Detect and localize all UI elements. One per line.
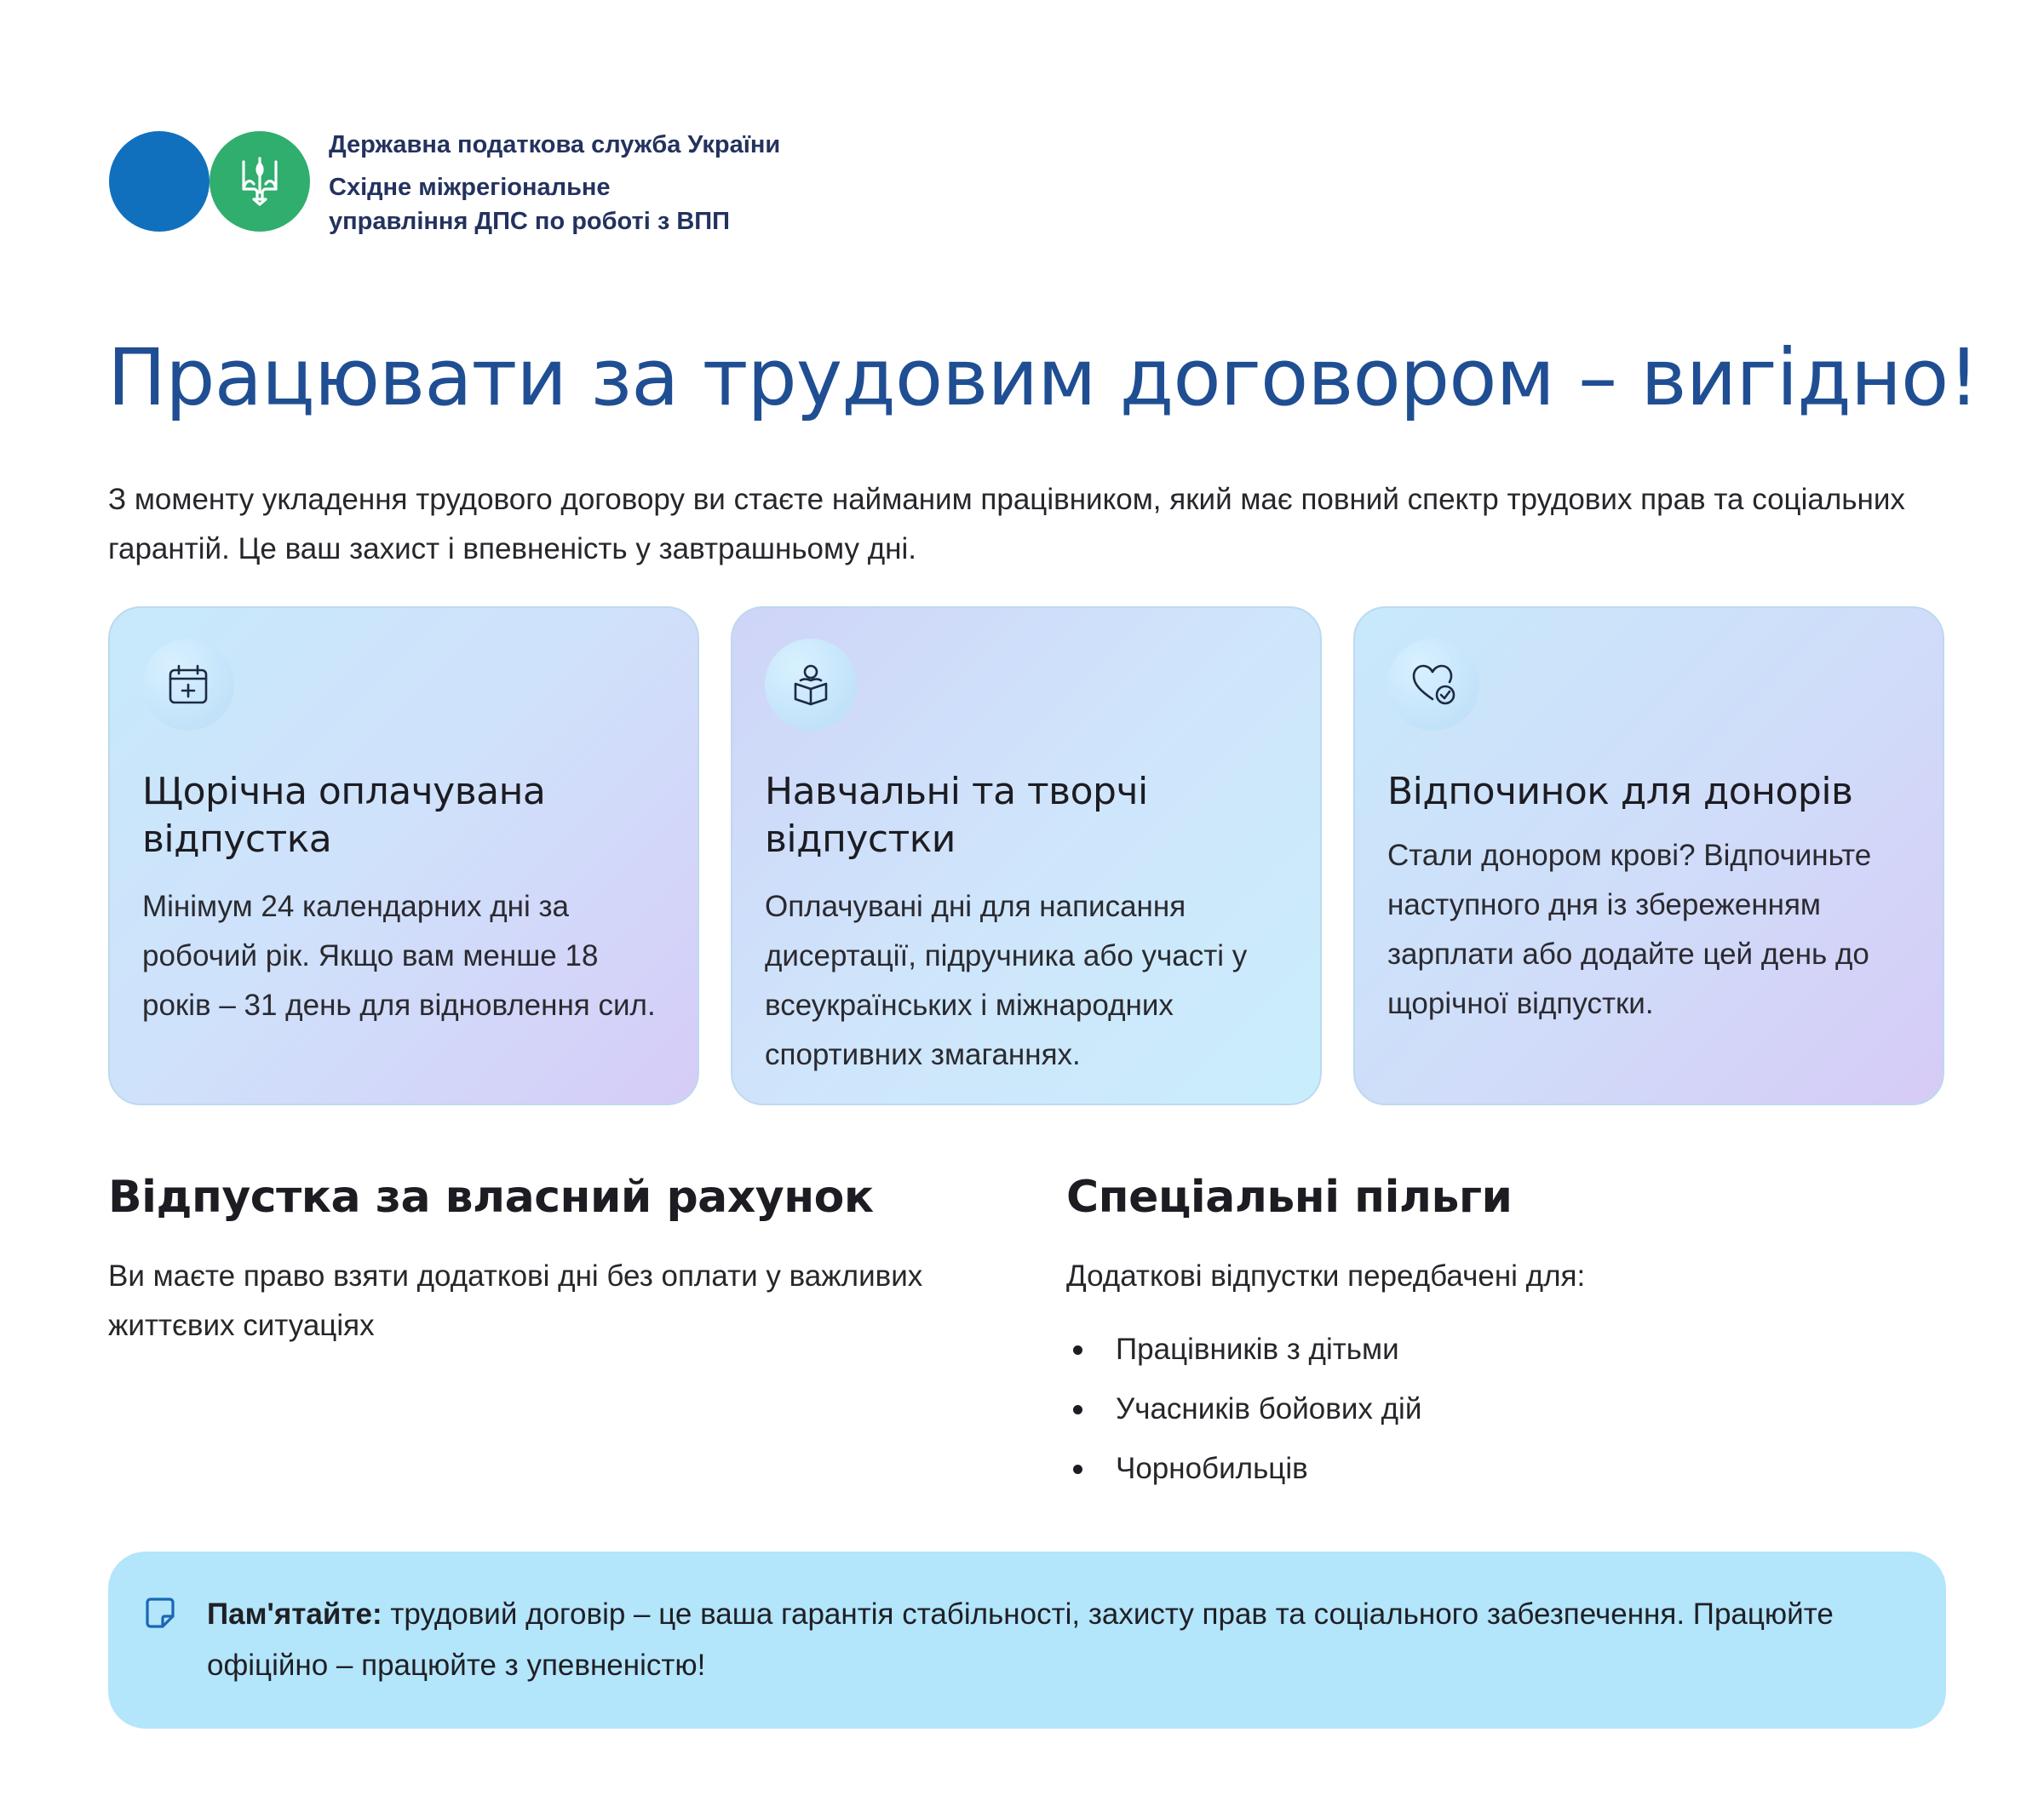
- card-text: Стали донором крові? Відпочиньте наступного дня із збереженням зарплати або додайте цей день до щорічної відпустки.: [1387, 839, 1872, 1020]
- section-text: Додаткові відпустки передбачені для:: [1066, 1259, 1586, 1293]
- section-special-benefits: [1066, 1168, 1969, 1499]
- section-title: Відпустка за власний рахунок: [108, 1172, 874, 1223]
- section-title: Спеціальні пільги: [1066, 1172, 1513, 1223]
- trident-icon: [240, 155, 279, 208]
- person-book-icon: [788, 662, 834, 708]
- card-donor-rest: [1353, 606, 1944, 1105]
- card-icon-wrap: [142, 639, 234, 731]
- card-study-leave: [731, 606, 1322, 1105]
- card-title: Відпочинок для донорів: [1387, 770, 1853, 813]
- card-title: Щорічна оплачувана відпустка: [142, 770, 546, 861]
- list-item: Працівників з дітьми: [1066, 1320, 1969, 1380]
- card-annual-leave: [108, 606, 699, 1105]
- logo-green-circle: [210, 131, 310, 232]
- list-item: Чорнобильців: [1066, 1439, 1969, 1499]
- card-text: Оплачувані дні для написання дисертації, підручника або участі у всеукраїнських і міжнародних спортивних змаганнях.: [765, 890, 1248, 1071]
- logo-circles: [109, 128, 312, 232]
- reminder-label: Пам'ятайте:: [207, 1598, 382, 1631]
- card-icon-wrap: [1387, 639, 1479, 731]
- intro-paragraph: З моменту укладення трудового договору ви стаєте найманим працівником, який має повний спектр трудових прав та соціальних гарантій. Це ваш захист і впевненість у завтрашньому дні.: [108, 483, 1905, 565]
- reminder-text: [207, 1589, 1895, 1691]
- org-name: [329, 128, 925, 238]
- heart-check-icon: [1410, 662, 1457, 708]
- benefits-list: [1066, 1320, 1969, 1499]
- section-unpaid-leave: [108, 1168, 1011, 1351]
- card-title: Навчальні та творчі відпустки: [765, 770, 1148, 861]
- org-line-2: Східне міжрегіональне: [329, 174, 611, 201]
- note-icon: [144, 1596, 178, 1630]
- org-logo: [109, 128, 781, 235]
- list-item: Учасників бойових дій: [1066, 1380, 1969, 1439]
- org-line-1: Державна податкова служба України: [329, 131, 781, 158]
- org-line-3: управління ДПС по роботі з ВПП: [329, 208, 730, 235]
- card-text: Мінімум 24 календарних дні за робочий рік. Якщо вам менше 18 років – 31 день для відновлення сил.: [142, 890, 656, 1022]
- card-icon-wrap: [765, 639, 857, 731]
- section-text: Ви маєте право взяти додаткові дні без оплати у важливих життєвих ситуаціях: [108, 1259, 923, 1342]
- page-title: Працювати за трудовим договором – вигідно!: [107, 332, 1979, 423]
- calendar-plus-icon: [165, 662, 211, 708]
- logo-blue-circle: [109, 131, 210, 232]
- reminder-body: трудовий договір – це ваша гарантія стабільності, захисту прав та соціального забезпечення. Працюйте офіційно – працюйте з упевненістю!: [207, 1598, 1834, 1682]
- reminder-box: [108, 1552, 1946, 1729]
